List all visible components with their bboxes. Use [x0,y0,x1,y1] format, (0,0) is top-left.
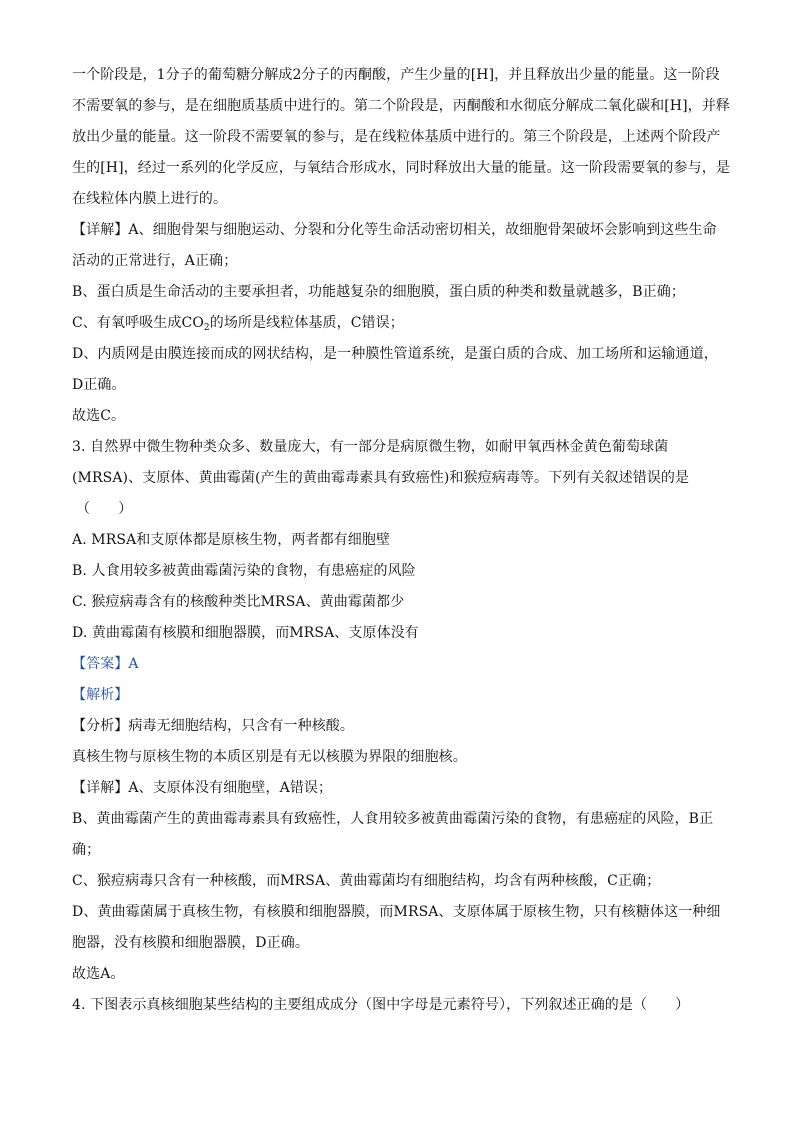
text-line: D正确。 [72,377,126,393]
text-line: C、猴痘病毒只含有一种核酸，而MRSA、黄曲霉菌均有细胞结构，均含有两种核酸，C正确； [72,873,661,889]
option-d: D. 黄曲霉菌有核膜和细胞器膜，而MRSA、支原体没有 [72,625,419,641]
text-line: B、蛋白质是生命活动的主要承担者，功能越复杂的细胞膜，蛋白质的种类和数量就越多，B正确； [72,284,685,300]
analysis-line: 【分析】病毒无细胞结构，只含有一种核酸。 [72,718,354,734]
question-3-stem: 3. 自然界中微生物种类众多、数量庞大，有一部分是病原微生物，如耐甲氧西林金黄色葡萄球菌 [72,439,669,455]
text-line: 活动的正常进行，A正确； [72,253,238,269]
subscript: 2 [203,323,210,333]
conclusion-line: 故选A。 [72,966,125,982]
text-line: D、黄曲霉菌属于真核生物，有核膜和细胞器膜，而MRSA、支原体属于原核生物，只有核糖体这一种细 [72,904,721,920]
detail-heading-line: 【详解】A、支原体没有细胞壁，A错误； [72,780,333,796]
text-segment: C、有氧呼吸生成CO [72,315,204,331]
detail-heading-line: 【详解】A、细胞骨架与细胞运动、分裂和分化等生命活动密切相关，故细胞骨架破坏会影响到这些生命 [72,222,717,238]
text-line: 一个阶段是，1分子的葡萄糖分解成2分子的丙酮酸，产生少量的[H]，并且释放出少量的能量。这一阶段 [72,67,720,83]
text-line: 放出少量的能量。这一阶段不需要氧的参与，是在线粒体基质中进行的。第三个阶段是，上述两个阶段产 [72,129,721,145]
analysis-label: 【解析】 [72,687,129,703]
text-line: 生的[H]，经过一系列的化学反应，与氧结合形成水，同时释放出大量的能量。这一阶段需要氧的参与，是 [72,160,730,176]
text-segment: 的场所是线粒体基质，C错误； [209,315,404,331]
text-line-co2 [72,308,724,339]
question-3-stem: (MRSA)、支原体、黄曲霉菌(产生的黄曲霉毒素具有致癌性)和猴痘病毒等。下列有关叙述错误的是 [72,470,690,486]
text-line: B、黄曲霉菌产生的黄曲霉毒素具有致癌性，人食用较多被黄曲霉菌污染的食物，有患癌症的风险，B正 [72,811,714,827]
option-c: C. 猴痘病毒含有的核酸种类比MRSA、黄曲霉菌都少 [72,594,405,610]
text-line: 确； [72,842,101,858]
text-line: 胞器，没有核膜和细胞器膜，D正确。 [72,935,309,951]
option-b: B. 人食用较多被黄曲霉菌污染的食物，有患癌症的风险 [72,563,416,579]
answer-label: 【答案】A [72,656,139,672]
text-line: D、内质网是由膜连接而成的网状结构，是一种膜性管道系统，是蛋白质的合成、加工场所和运输通道， [72,346,718,362]
conclusion-line: 故选C。 [72,408,126,424]
document-page [72,60,730,1021]
text-line: 在线粒体内膜上进行的。 [72,191,228,207]
text-line: 真核生物与原核生物的本质区别是有无以核膜为界限的细胞核。 [72,749,467,765]
answer-blank: （ ） [76,501,133,517]
text-line: 不需要氧的参与，是在细胞质基质中进行的。第二个阶段是，丙酮酸和水彻底分解成二氧化碳和[H]，并释 [72,98,730,114]
option-a: A. MRSA和支原体都是原核生物，两者都有细胞壁 [72,532,391,548]
question-4-stem: 4. 下图表示真核细胞某些结构的主要组成成分（图中字母是元素符号），下列叙述正确的是（ ） [72,997,690,1013]
